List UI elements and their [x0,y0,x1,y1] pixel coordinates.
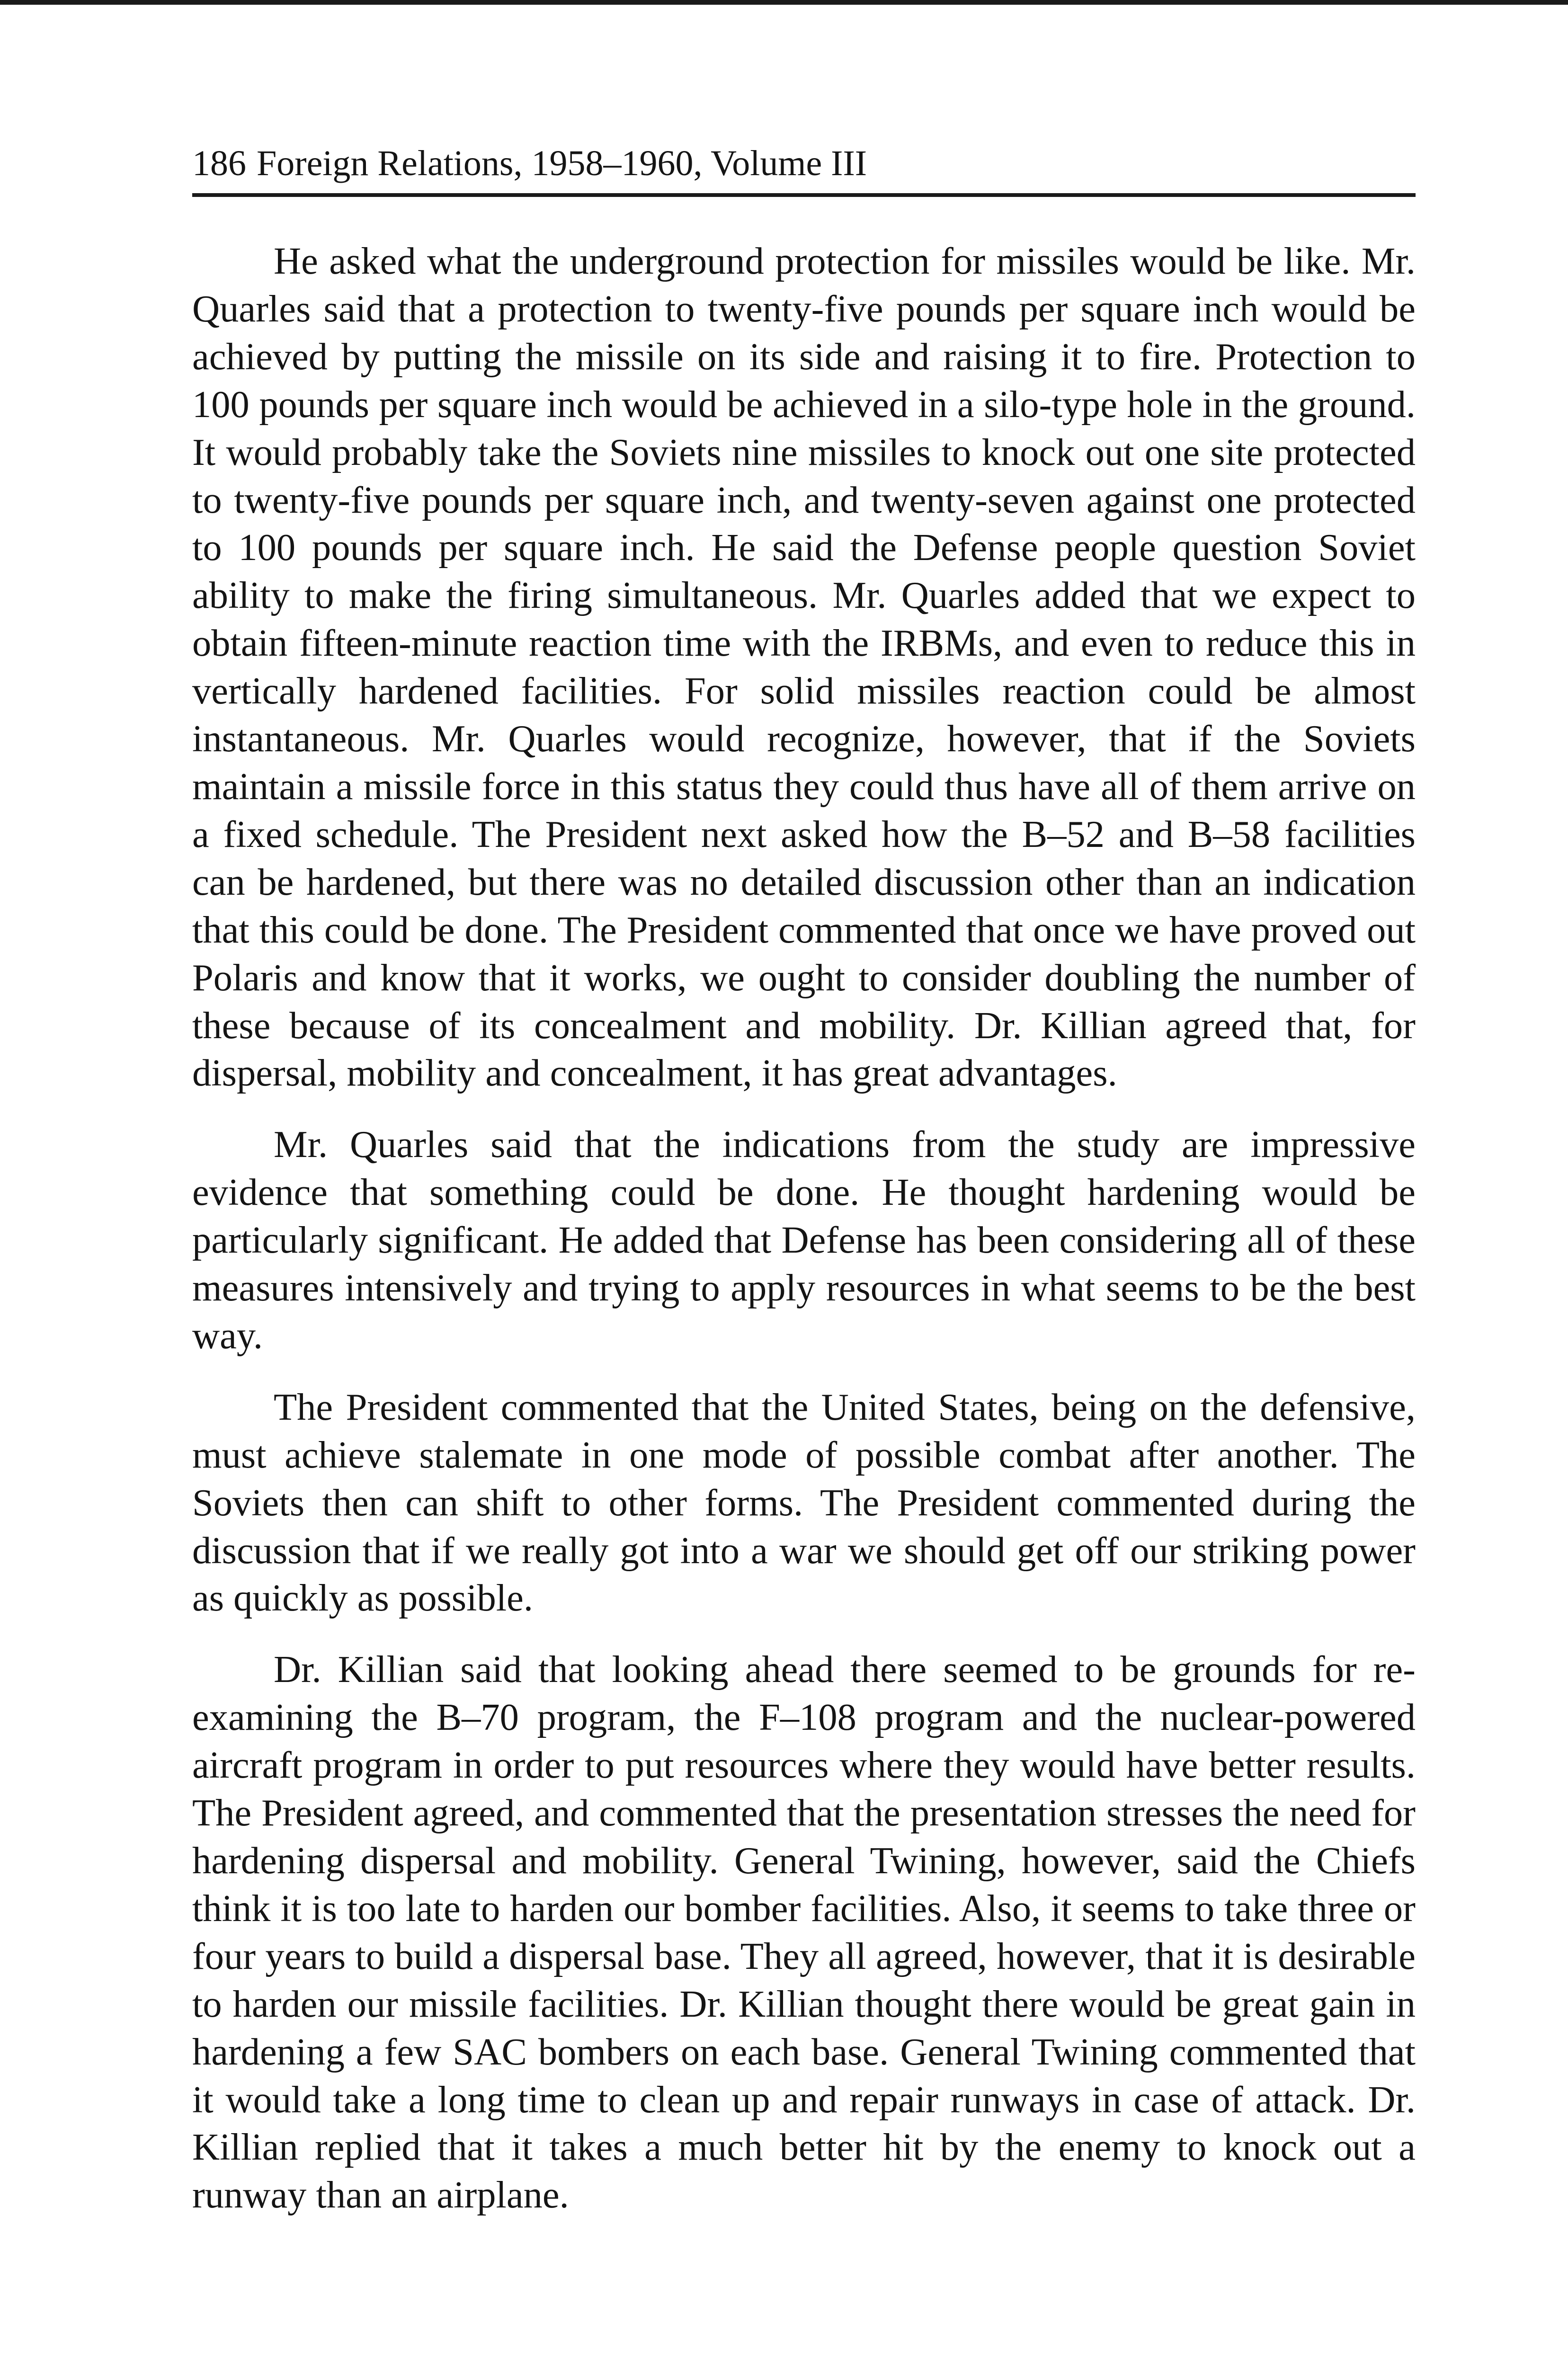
body-text [192,238,1416,2219]
scan-top-edge [0,0,1568,5]
running-head [192,133,1416,194]
paragraph: Dr. Killian said that looking ahead there seemed to be grounds for re-examining the B–70 program, the F–108 program and the nuclear-powered aircraft program in order to put resources where they would have better results. The President agreed, and commented that the presentation stresses the need for hardening dispersal and mobility. General Twining, however, said the Chiefs think it is too late to harden our bomber facilities. Also, it seems to take three or four years to build a dispersal base. They all agreed, however, that it is desirable to harden our missile facilities. Dr. Killian thought there would be great gain in hardening a few SAC bombers on each base. General Twining commented that it would take a long time to clean up and repair runways in case of attack. Dr. Killian replied that it takes a much better hit by the enemy to knock out a runway than an airplane. [192,1648,1416,2216]
header-rule [192,193,1416,197]
paragraph: He asked what the underground protection for missiles would be like. Mr. Quarles said that a protection to twenty-five pounds per square inch would be achieved by putting the missile on its side and raising it to fire. Protection to 100 pounds per square inch would be achieved in a silo-type hole in the ground. It would probably take the Soviets nine missiles to knock out one site protected to twenty-five pounds per square inch, and twenty-seven against one protected to 100 pounds per square inch. He said the Defense people question Soviet ability to make the firing simultaneous. Mr. Quarles added that we expect to obtain fifteen-minute reaction time with the IRBMs, and even to reduce this in vertically hardened facilities. For solid missiles reaction could be almost instantaneous. Mr. Quarles would recognize, however, that if the Soviets maintain a missile force in this status they could thus have all of them arrive on a fixed schedule. The President next asked how the B–52 and B–58 facilities can be hardened, but there was no detailed discussion other than an indication that this could be done. The President commented that once we have proved out Polaris and know that it works, we ought to consider doubling the number of these because of its concealment and mobility. Dr. Killian agreed that, for dispersal, mobility and concealment, it has great advantages. [192,240,1416,1095]
paragraph: The President commented that the United States, being on the defensive, must achieve stalemate in one mode of possible combat after another. The Soviets then can shift to other forms. The President commented during the discussion that if we really got into a war we should get off our striking power as quickly as possible. [192,1386,1416,1620]
running-title: Foreign Relations, 1958–1960, Volume III [257,143,867,183]
page-number: 186 [192,143,246,183]
paragraph: Mr. Quarles said that the indications from the study are impressive evidence that something could be done. He thought hardening would be particularly significant. He added that Defense has been considering all of these measures intensively and trying to apply resources in what seems to be the best way. [192,1123,1416,1357]
